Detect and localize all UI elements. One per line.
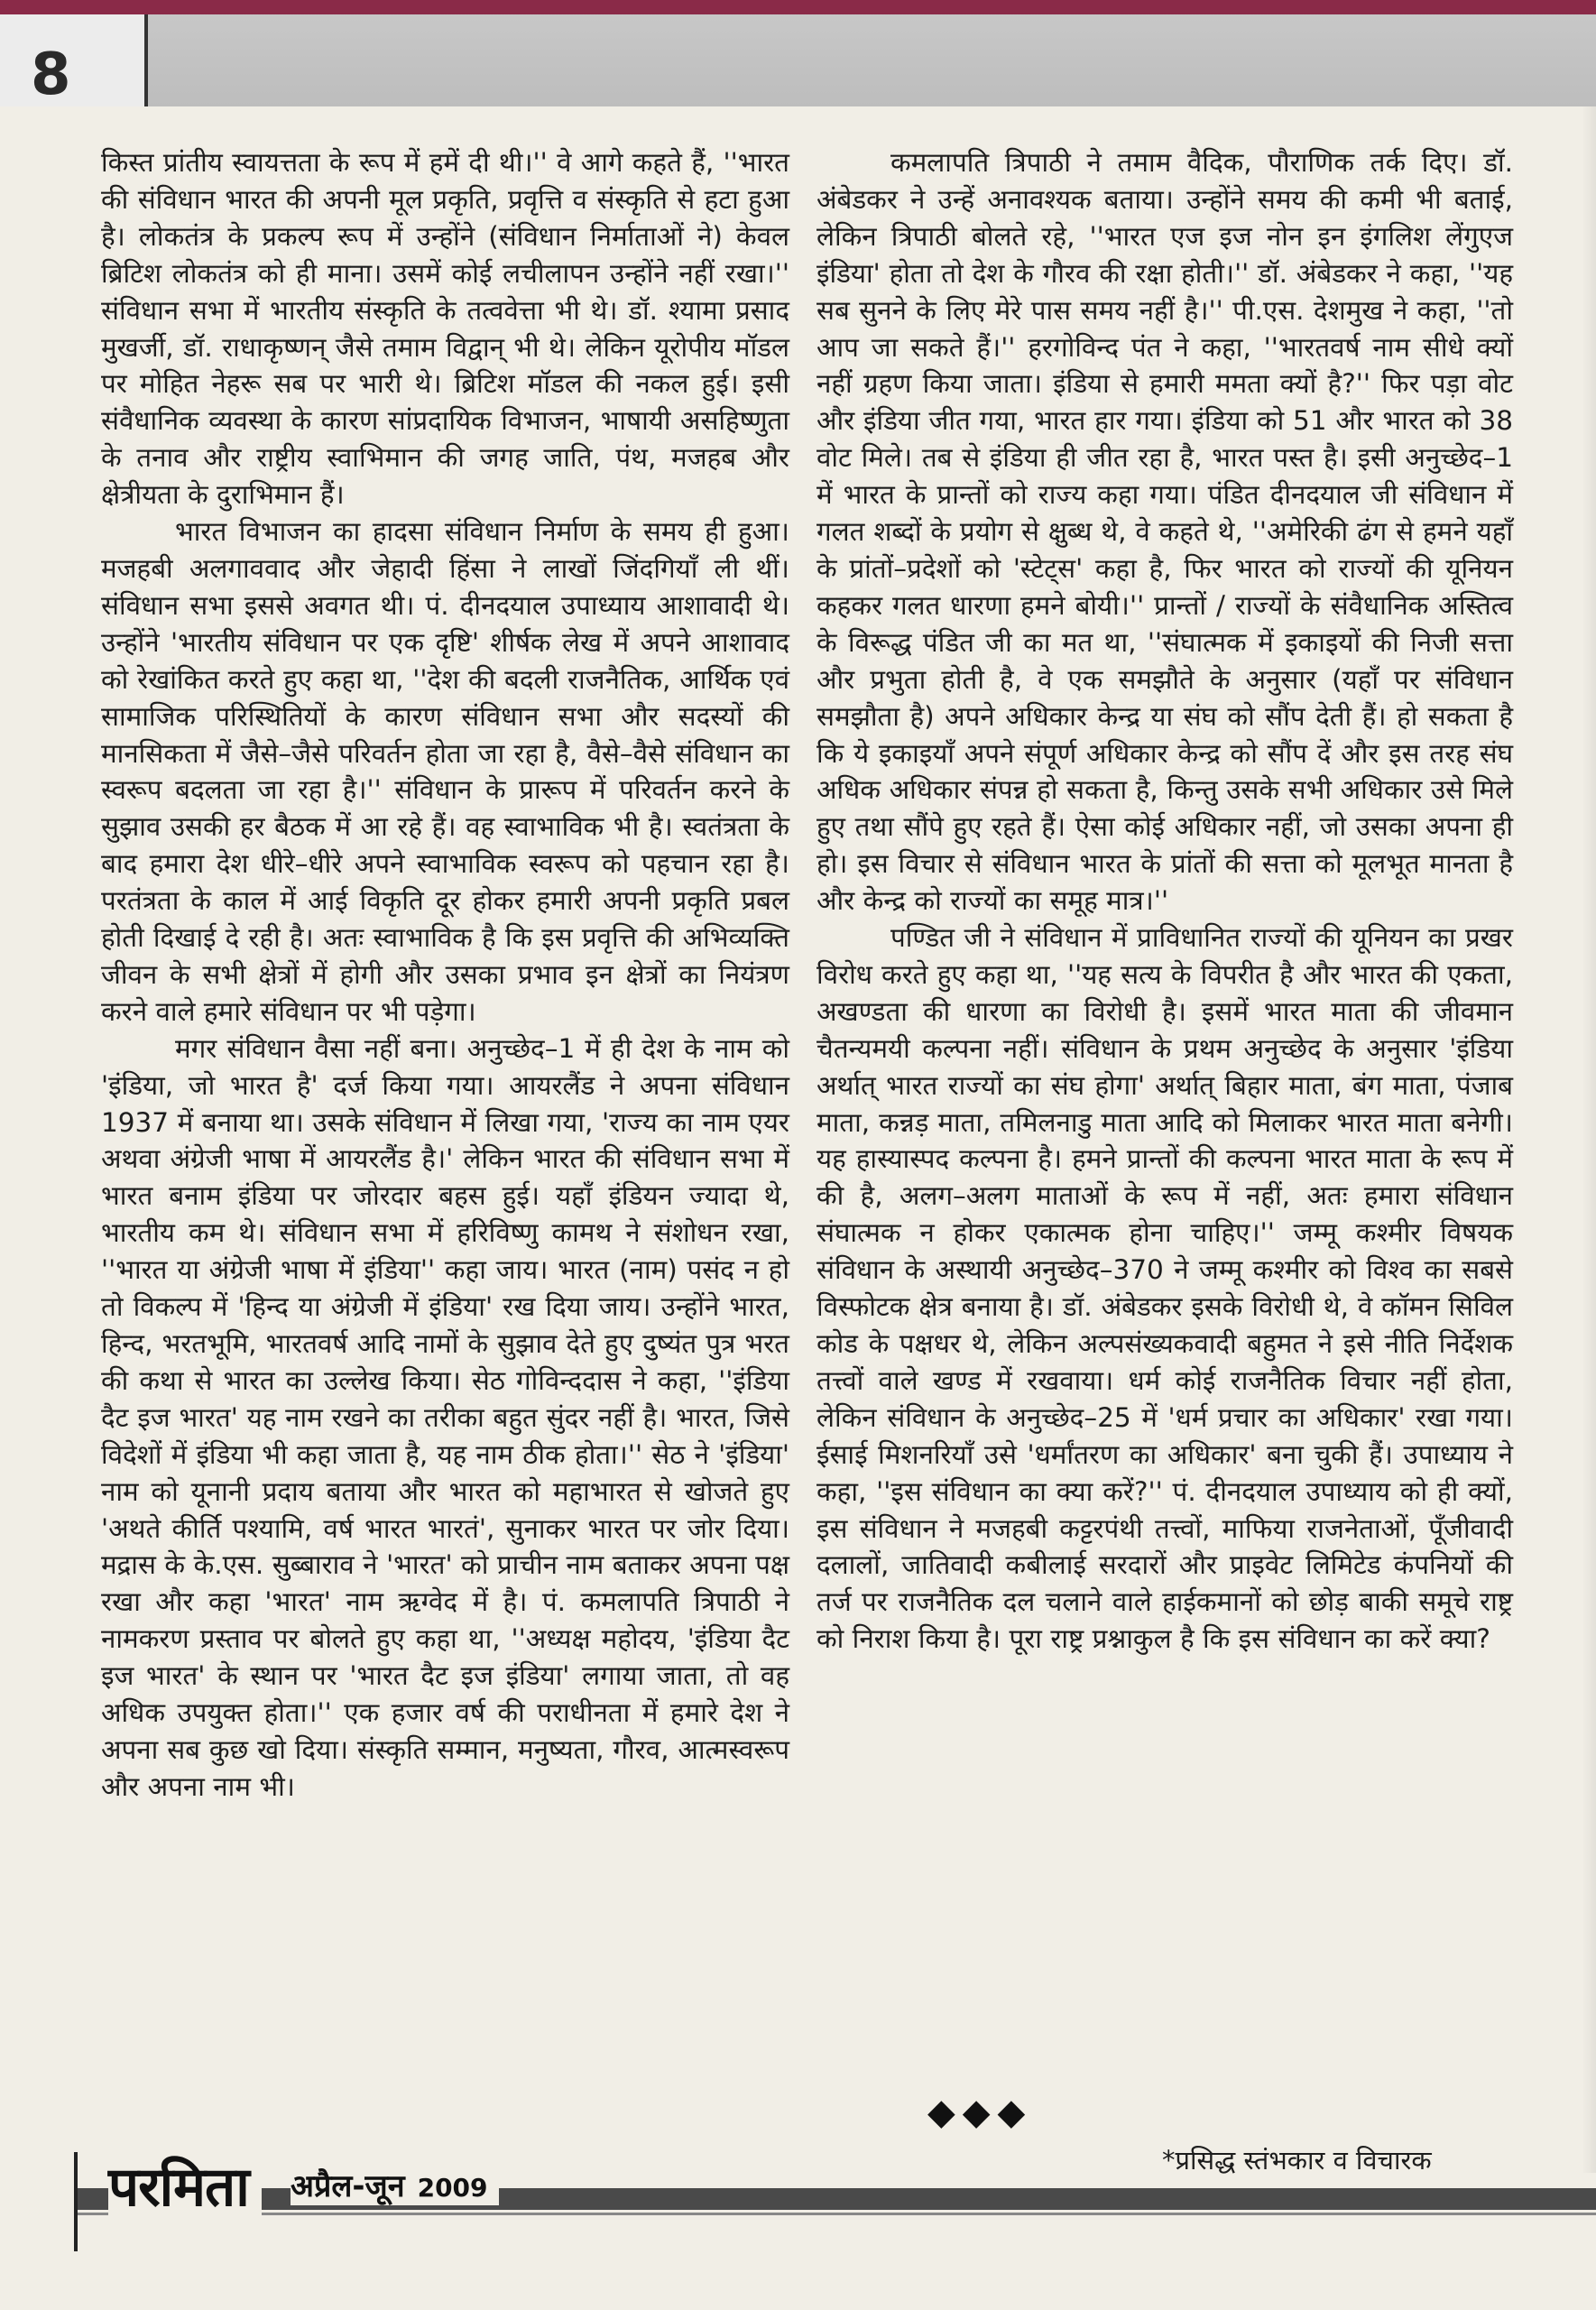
right-column <box>816 144 1513 1658</box>
paragraph: मगर संविधान वैसा नहीं बना। अनुच्छेद–1 में ही देश के नाम को 'इंडिया, जो भारत है' दर्ज किया गया। आयरलैंड ने अपना संविधान 1937 में बनाया था। उसके संविधान में लिखा गया, 'राज्य का नाम एयर अथवा अंग्रेजी भाषा में आयरलैंड है।' लेकिन भारत की संविधान सभा में भारत बनाम इंडिया पर जोरदार बहस हुई। यहाँ इंडियन ज्यादा थे, भारतीय कम थे। संविधान सभा में हरिविष्णु कामथ ने संशोधन रखा, ''भारत या अंग्रेजी भाषा में इंडिया'' कहा जाय। भारत (नाम) पसंद न हो तो विकल्प में 'हिन्द या अंग्रेजी में इंडिया' रख दिया जाय। उन्होंने भारत, हिन्द, भरतभूमि, भारतवर्ष आदि नामों के सुझाव देते हुए दुष्यंत पुत्र भरत की कथा से भारत का उल्लेख किया। सेठ गोविन्ददास ने कहा, ''इंडिया दैट इज भारत' यह नाम रखने का तरीका बहुत सुंदर नहीं है। भारत, जिसे विदेशों में इंडिया भी कहा जाता है, यह नाम ठीक होता।'' सेठ ने 'इंडिया' नाम को यूनानी प्रदाय बताया और भारत को महाभारत से खोजते हुए 'अथते कीर्ति पश्यामि, वर्ष भारत भारतं', सुनाकर भारत पर जोर दिया। मद्रास के के.एस. सुब्बाराव ने 'भारत' को प्राचीन नाम बताकर अपना पक्ष रखा और कहा 'भारत' नाम ऋग्वेद में है। पं. कमलापति त्रिपाठी ने नामकरण प्रस्ताव पर बोलते हुए कहा था, ''अध्यक्ष महोदय, 'इंडिया दैट इज भारत' के स्थान पर 'भारत दैट इज इंडिया' लगाया जाता, तो वह अधिक उपयुक्त होता।'' एक हजार वर्ष की पराधीनता में हमारे देश ने अपना सब कुछ खो दिया। संस्कृति सम्मान, मनुष्यता, गौरव, आत्मस्वरूप और अपना नाम भी। <box>101 1032 789 1802</box>
paragraph: कमलापति त्रिपाठी ने तमाम वैदिक, पौराणिक तर्क दिए। डॉ. अंबेडकर ने उन्हें अनावश्यक बताया। उन्होंने समय की कमी भी बताई, लेकिन त्रिपाठी बोलते रहे, ''भारत एज इज नोन इन इंगलिश लेंगुएज इंडिया' होता तो देश के गौरव की रक्षा होती।'' डॉ. अंबेडकर ने कहा, ''यह सब सुनने के लिए मेरे पास समय नहीं है।'' पी.एस. देशमुख ने कहा, ''तो आप जा सकते हैं।'' हरगोविन्द पंत ने कहा, ''भारतवर्ष नाम सीधे क्यों नहीं ग्रहण किया जाता। इंडिया से हमारी ममता क्यों है?'' फिर पड़ा वोट और इंडिया जीत गया, भारत हार गया। इंडिया को 51 और भारत को 38 वोट मिले। तब से इंडिया ही जीत रहा है, भारत पस्त है। इसी अनुच्छेद–1 में भारत के प्रान्तों को राज्य कहा गया। पंडित दीनदयाल जी संविधान में गलत शब्दों के प्रयोग से क्षुब्ध थे, वे कहते थे, ''अमेरिकी ढंग से हमने यहाँ के प्रांतों–प्रदेशों को 'स्टेट्स' कहा है, फिर भारत को राज्यों की यूनियन कहकर गलत धारणा हमने बोयी।'' प्रान्तों / राज्यों के संवैधानिक अस्तित्व के विरूद्ध पंडित जी का मत था, ''संघात्मक में इकाइयों की निजी सत्ता और प्रभुता होती है, वे एक समझौते के अनुसार (यहाँ पर संविधान समझौता है) अपने अधिकार केन्द्र या संघ को सौंप देती हैं। हो सकता है कि ये इकाइयाँ अपने संपूर्ण अधिकार केन्द्र को सौंप दें और इस तरह संघ अधिक अधिकार संपन्न हो सकता है, किन्तु उसके सभी अधिकार उसे मिले हुए तथा सौंपे हुए रहते हैं। ऐसा कोई अधिकार नहीं, जो उसका अपना ही हो। इस विचार से संविधान भारत के प्रांतों की सत्ता को मूलभूत मानता है और केन्द्र को राज्यों का समूह मात्र।'' <box>816 147 1513 917</box>
paragraph: पण्डित जी ने संविधान में प्राविधानित राज्यों की यूनियन का प्रखर विरोध करते हुए कहा था, ''यह सत्य के विपरीत है और भारत की एकता, अखण्डता की धारणा का विरोधी है। इसमें भारत माता की जीवमान चैतन्यमयी कल्पना नहीं। संविधान के प्रथम अनुच्छेद के अनुसार 'इंडिया अर्थात् भारत राज्यों का संघ होगा' अर्थात् बिहार माता, बंग माता, पंजाब माता, कन्नड़ माता, तमिलनाडु माता आदि को मिलाकर भारत माता बनेगी। यह हास्यास्पद कल्पना है। हमने प्रान्तों की कल्पना भारत माता के रूप में की है, अलग–अलग माताओं के रूप में नहीं, अतः हमारा संविधान संघात्मक न होकर एकात्मक होना चाहिए।'' जम्मू कश्मीर विषयक संविधान के अस्थायी अनुच्छेद–370 ने जम्मू कश्मीर को विश्व का सबसे विस्फोटक क्षेत्र बनाया है। डॉ. अंबेडकर इसके विरोधी थे, वे कॉमन सिविल कोड के पक्षधर थे, लेकिन अल्पसंख्यकवादी बहुमत ने इसे नीति निर्देशक तत्त्वों वाले खण्ड में रखवाया। धर्म कोई राजनैतिक विचार नहीं होता, लेकिन संविधान के अनुच्छेद–25 में 'धर्म प्रचार का अधिकार' रखा गया। ईसाई मिशनरियाँ उसे 'धर्मांतरण का अधिकार' बना चुकी हैं। उपाध्याय ने कहा, ''इस संविधान का क्या करें?'' पं. दीनदयाल उपाध्याय को ही क्यों, इस संविधान ने मजहबी कट्टरपंथी तत्त्वों, माफिया राजनेताओं, पूँजीवादी दलालों, जातिवादी कबीलाई सरदारों और प्राइवेट लिमिटेड कंपनियों की तर्ज पर राजनैतिक दल चलाने वाले हाईकमानों को छोड़ बाकी समूचे राष्ट्र को निराश किया है। पूरा राष्ट्र प्रश्नाकुल है कि इस संविधान का करें क्या? <box>816 922 1513 1655</box>
page-number-box <box>0 14 148 106</box>
magazine-title: परमिता <box>108 2148 262 2222</box>
left-column <box>101 144 789 1806</box>
issue-label <box>291 2164 499 2205</box>
paragraph: किस्त प्रांतीय स्वायत्तता के रूप में हमें दी थी।'' वे आगे कहते हैं, ''भारत की संविधान भारत की अपनी मूल प्रकृति, प्रवृत्ति व संस्कृति से हटा हुआ है। लोकतंत्र के प्रकल्प रूप में उन्होंने (संविधान निर्माताओं ने) केवल ब्रिटिश लोकतंत्र को ही माना। उसमें कोई लचीलापन उन्होंने नहीं रखा।'' संविधान सभा में भारतीय संस्कृति के तत्ववेत्ता भी थे। डॉ. श्यामा प्रसाद मुखर्जी, डॉ. राधाकृष्णन् जैसे तमाम विद्वान् भी थे। लेकिन यूरोपीय मॉडल पर मोहित नेहरू सब पर भारी थे। ब्रिटिश मॉडल की नकल हुई। इसी संवैधानिक व्यवस्था के कारण सांप्रदायिक विभाजन, भाषायी असहिष्णुता के तनाव और राष्ट्रीय स्वाभिमान की जगह जाति, पंथ, मजहब और क्षेत्रीयता के दुराभिमान हैं। <box>101 147 789 511</box>
page-edge-shadow <box>1582 106 1596 2173</box>
issue-months: अप्रैल-जून <box>291 2168 405 2204</box>
author-note: *प्रसिद्ध स्तंभकार व विचारक <box>1162 2145 1432 2176</box>
section-end-ornament: ◆◆◆ <box>927 2092 1033 2133</box>
header-band <box>0 0 1596 106</box>
paragraph: भारत विभाजन का हादसा संविधान निर्माण के समय ही हुआ। मजहबी अलगाववाद और जेहादी हिंसा ने लाखों जिंदगियाँ ली थीं। संविधान सभा इससे अवगत थी। पं. दीनदयाल उपाध्याय आशावादी थे। उन्होंने 'भारतीय संविधान पर एक दृष्टि' शीर्षक लेख में अपने आशावाद को रेखांकित करते हुए कहा था, ''देश की बदली राजनैतिक, आर्थिक एवं सामाजिक परिस्थितियों के कारण संविधान सभा और सदस्यों की मानसिकता में जैसे–जैसे परिवर्तन होता जा रहा है, वैसे–वैसे संविधान का स्वरूप बदलता जा रहा है।'' संविधान के प्रारूप में परिवर्तन करने के सुझाव उसकी हर बैठक में आ रहे हैं। वह स्वाभाविक भी है। स्वतंत्रता के बाद हमारा देश धीरे–धीरे अपने स्वाभाविक स्वरूप को पहचान रहा है। परतंत्रता के काल में आई विकृति दूर होकर हमारी अपनी प्रकृति प्रबल होती दिखाई दे रही है। अतः स्वाभाविक है कि इस प्रवृत्ति की अभिव्यक्ति जीवन के सभी क्षेत्रों में होगी और उसका प्रभाव इन क्षेत्रों का नियंत्रण करने वाले हमारे संविधान पर भी पड़ेगा। <box>101 516 789 1027</box>
header-accent-strip <box>0 0 1596 14</box>
page-number: 8 <box>31 42 71 108</box>
footer-divider <box>74 2152 78 2251</box>
issue-year: 2009 <box>417 2173 488 2203</box>
footer-rule-thin <box>74 2213 1596 2215</box>
